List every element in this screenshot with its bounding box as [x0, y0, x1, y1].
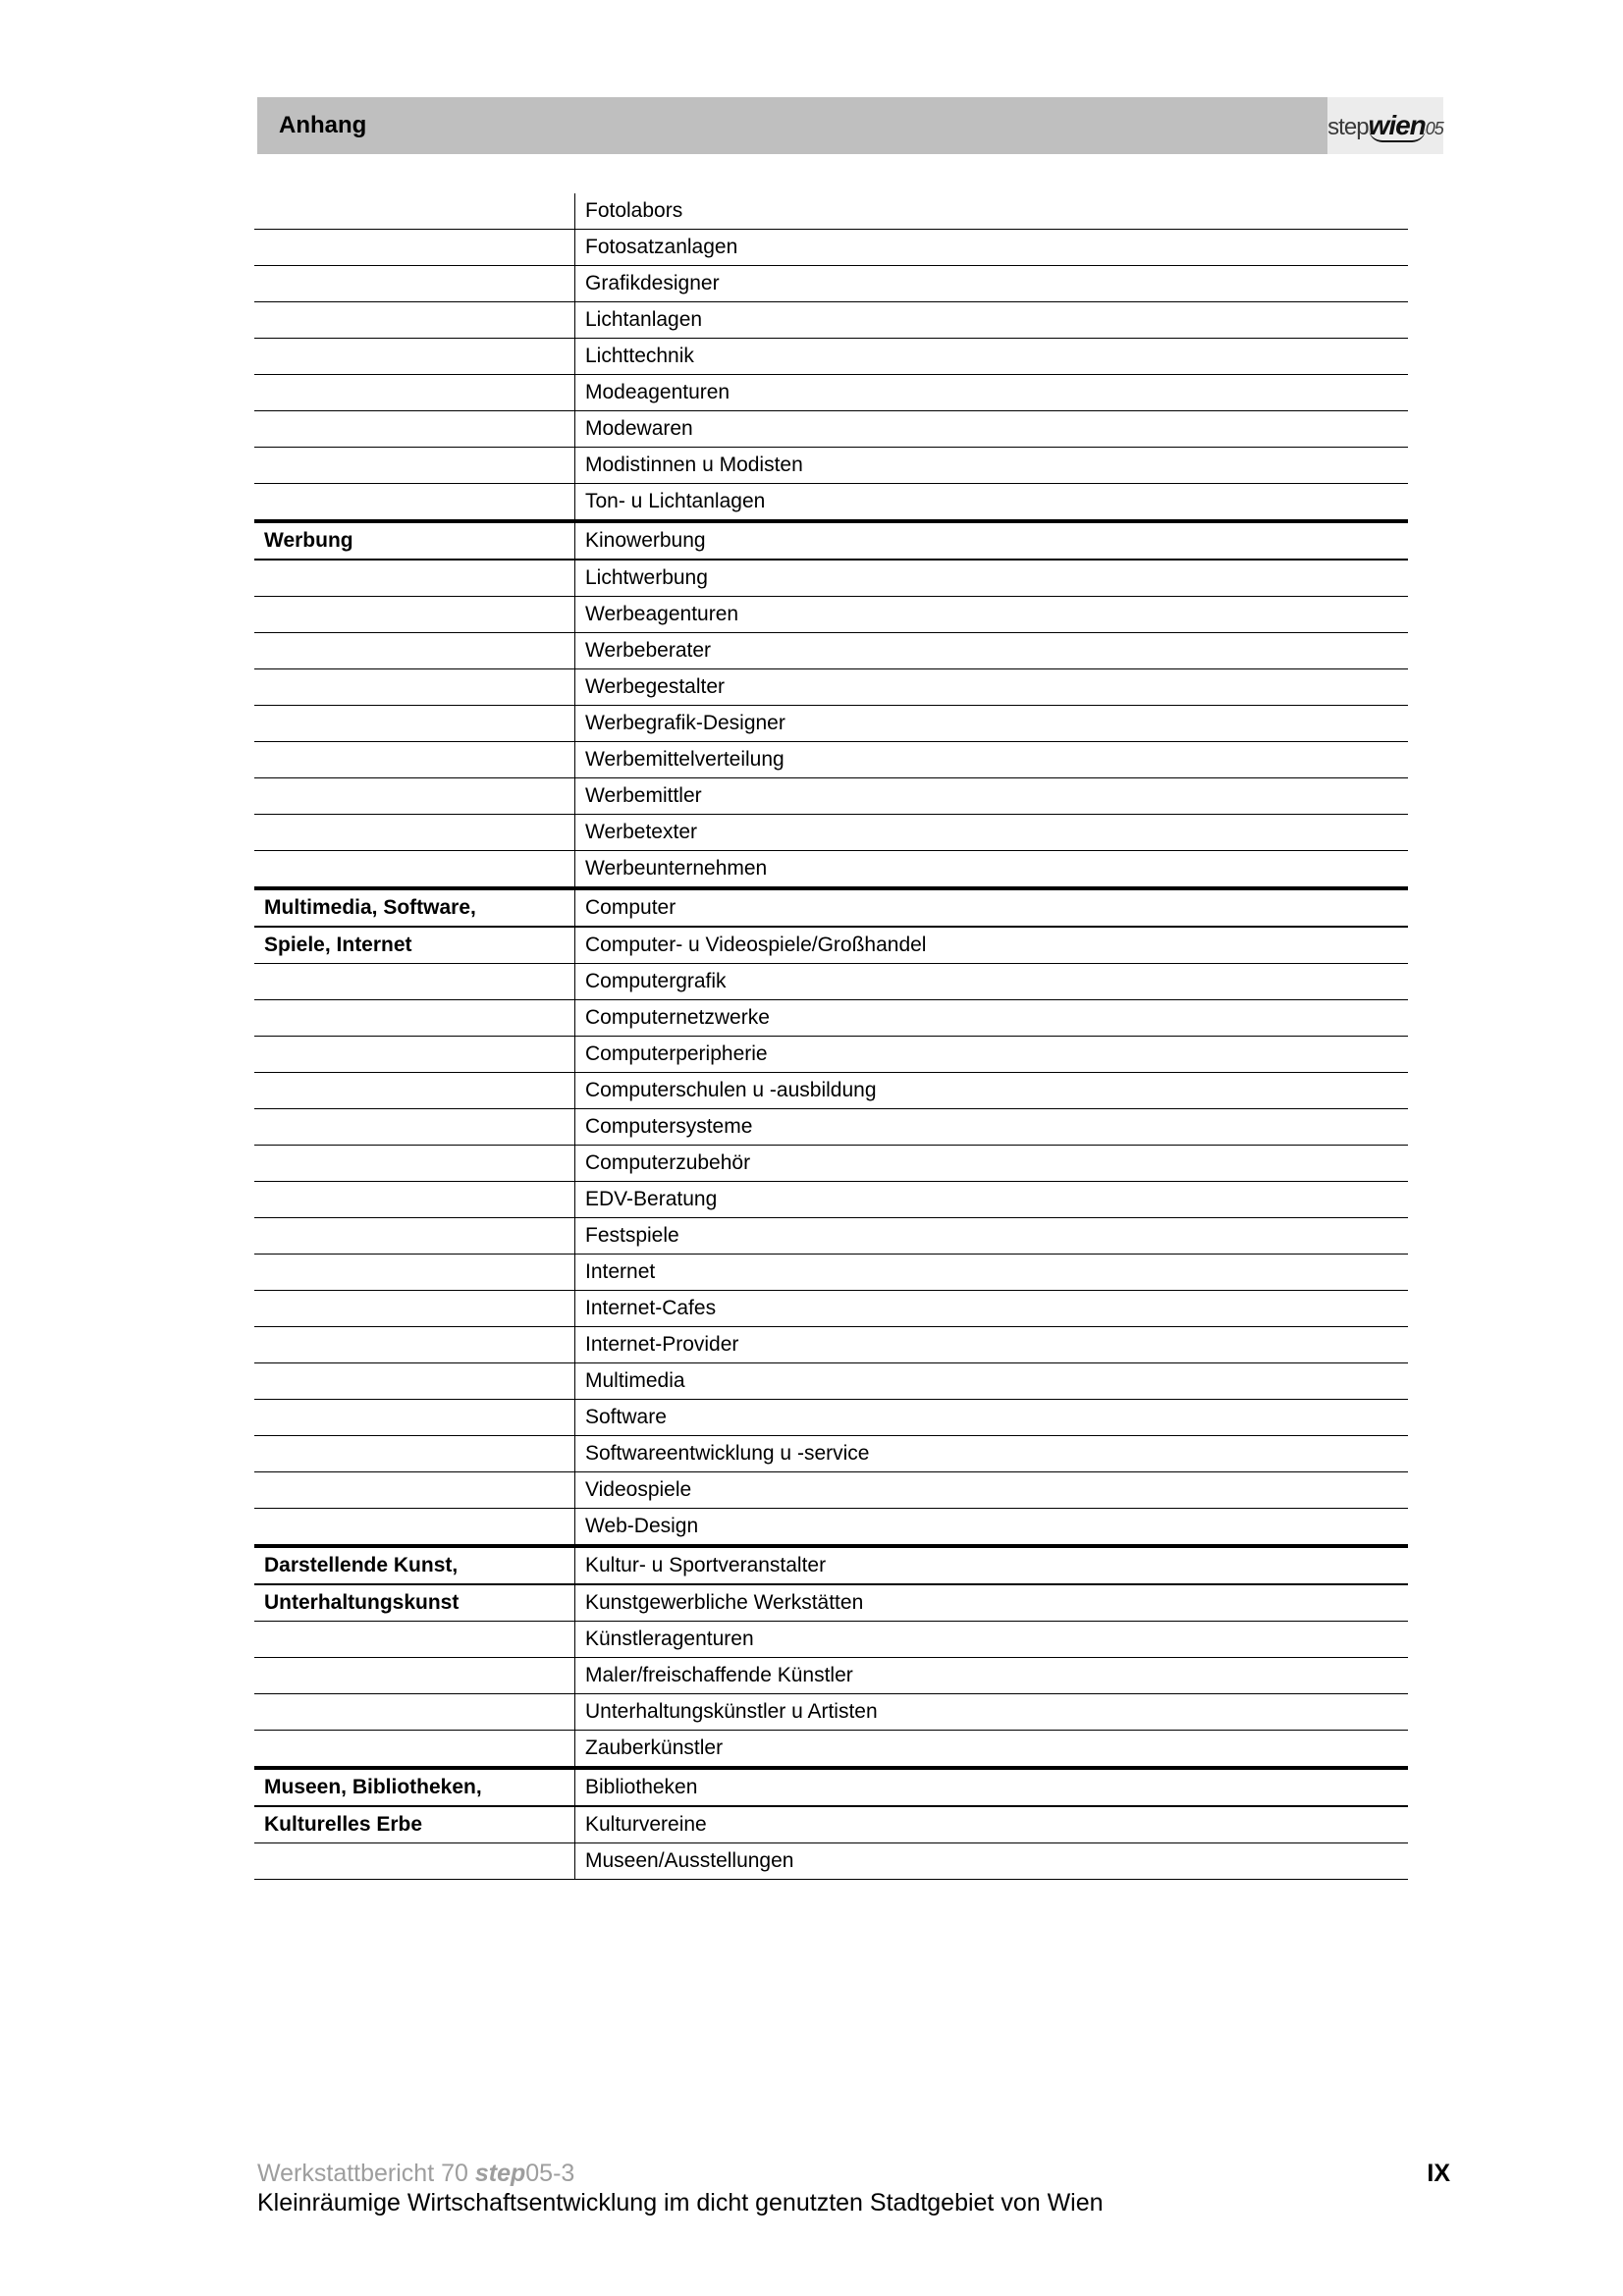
item-cell: Lichttechnik [575, 339, 1409, 375]
table-row [254, 669, 1408, 706]
category-cell [254, 778, 575, 815]
item-cell: Software [575, 1400, 1409, 1436]
item-cell: Computerperipherie [575, 1037, 1409, 1073]
table-row [254, 1584, 1408, 1622]
category-cell [254, 1731, 575, 1769]
table-row [254, 597, 1408, 633]
item-cell: Bibliotheken [575, 1768, 1409, 1806]
category-cell [254, 484, 575, 522]
page-footer [257, 2159, 1450, 2217]
item-cell: Fotosatzanlagen [575, 230, 1409, 266]
table-row [254, 1768, 1408, 1806]
item-cell: Computerschulen u -ausbildung [575, 1073, 1409, 1109]
category-cell [254, 1363, 575, 1400]
table-row [254, 1291, 1408, 1327]
item-cell: Internet [575, 1255, 1409, 1291]
step-wien-logo [1327, 97, 1443, 154]
category-cell [254, 597, 575, 633]
item-cell: Modewaren [575, 411, 1409, 448]
item-cell: Zauberkünstler [575, 1731, 1409, 1769]
table-row [254, 1806, 1408, 1843]
category-cell [254, 1291, 575, 1327]
category-cell [254, 633, 575, 669]
item-cell: Computernetzwerke [575, 1000, 1409, 1037]
item-cell: Werbeagenturen [575, 597, 1409, 633]
item-cell: Videospiele [575, 1472, 1409, 1509]
report-suffix: 05-3 [525, 2160, 575, 2187]
table-row [254, 1146, 1408, 1182]
category-cell [254, 1182, 575, 1218]
table-row [254, 1658, 1408, 1694]
table-row [254, 339, 1408, 375]
table-row [254, 1182, 1408, 1218]
item-cell: Computergrafik [575, 964, 1409, 1000]
report-prefix: Werkstattbericht 70 [257, 2160, 475, 2187]
table-row [254, 230, 1408, 266]
item-cell: Kultur- u Sportveranstalter [575, 1546, 1409, 1584]
table-row [254, 266, 1408, 302]
table-row [254, 1400, 1408, 1436]
item-cell: Grafikdesigner [575, 266, 1409, 302]
item-cell: Internet-Cafes [575, 1291, 1409, 1327]
table-row [254, 1731, 1408, 1769]
table-row [254, 1472, 1408, 1509]
item-cell: Kunstgewerbliche Werkstätten [575, 1584, 1409, 1622]
item-cell: Web-Design [575, 1509, 1409, 1547]
category-cell [254, 669, 575, 706]
category-cell: Kulturelles Erbe [254, 1806, 575, 1843]
category-cell: Multimedia, Software, [254, 888, 575, 927]
table-row [254, 560, 1408, 597]
item-cell: Fotolabors [575, 193, 1409, 230]
category-cell [254, 1509, 575, 1547]
category-cell [254, 302, 575, 339]
table-row [254, 1037, 1408, 1073]
category-cell [254, 1436, 575, 1472]
report-step: step [474, 2160, 526, 2187]
item-cell: Werbemittelverteilung [575, 742, 1409, 778]
category-cell [254, 1255, 575, 1291]
category-cell [254, 375, 575, 411]
category-cell: Unterhaltungskunst [254, 1584, 575, 1622]
page-number: IX [1427, 2160, 1450, 2187]
item-cell: Kulturvereine [575, 1806, 1409, 1843]
item-cell: Werbegrafik-Designer [575, 706, 1409, 742]
item-cell: Werbetexter [575, 815, 1409, 851]
category-cell [254, 266, 575, 302]
table-row [254, 1109, 1408, 1146]
category-cell [254, 815, 575, 851]
category-cell [254, 1694, 575, 1731]
table-row [254, 778, 1408, 815]
table-row [254, 815, 1408, 851]
table-row [254, 448, 1408, 484]
item-cell: Modistinnen u Modisten [575, 448, 1409, 484]
item-cell: Museen/Ausstellungen [575, 1843, 1409, 1880]
item-cell: Kinowerbung [575, 521, 1409, 560]
category-cell [254, 1000, 575, 1037]
category-cell [254, 706, 575, 742]
logo-prefix: step [1327, 114, 1369, 140]
category-cell [254, 1146, 575, 1182]
category-cell [254, 1037, 575, 1073]
category-table-body [254, 193, 1408, 1880]
report-reference [257, 2159, 1450, 2188]
item-cell: Computerzubehör [575, 1146, 1409, 1182]
table-row [254, 1436, 1408, 1472]
logo-suffix: 05 [1425, 119, 1443, 138]
table-row [254, 1843, 1408, 1880]
table-row [254, 927, 1408, 964]
category-cell [254, 1658, 575, 1694]
category-cell [254, 339, 575, 375]
table-row [254, 633, 1408, 669]
category-cell [254, 1109, 575, 1146]
item-cell: Computersysteme [575, 1109, 1409, 1146]
item-cell: Werbegestalter [575, 669, 1409, 706]
category-cell [254, 1472, 575, 1509]
item-cell: Werbemittler [575, 778, 1409, 815]
table-row [254, 484, 1408, 522]
item-cell: Maler/freischaffende Künstler [575, 1658, 1409, 1694]
table-row [254, 1546, 1408, 1584]
table-row [254, 1327, 1408, 1363]
category-cell [254, 1400, 575, 1436]
item-cell: Festspiele [575, 1218, 1409, 1255]
category-cell [254, 851, 575, 889]
table-row [254, 964, 1408, 1000]
item-cell: Lichtanlagen [575, 302, 1409, 339]
category-cell [254, 411, 575, 448]
table-row [254, 375, 1408, 411]
category-cell [254, 1327, 575, 1363]
item-cell: Computer [575, 888, 1409, 927]
category-cell [254, 742, 575, 778]
table-row [254, 888, 1408, 927]
table-row [254, 1073, 1408, 1109]
category-cell: Werbung [254, 521, 575, 560]
category-cell: Museen, Bibliotheken, [254, 1768, 575, 1806]
item-cell: Unterhaltungskünstler u Artisten [575, 1694, 1409, 1731]
section-title: Anhang [279, 112, 367, 138]
item-cell: Modeagenturen [575, 375, 1409, 411]
category-cell: Spiele, Internet [254, 927, 575, 964]
item-cell: Ton- u Lichtanlagen [575, 484, 1409, 522]
item-cell: Künstleragenturen [575, 1622, 1409, 1658]
table-row [254, 1509, 1408, 1547]
category-cell [254, 193, 575, 230]
table-row [254, 1694, 1408, 1731]
category-cell [254, 230, 575, 266]
category-cell [254, 448, 575, 484]
report-subtitle: Kleinräumige Wirtschaftsentwicklung im dicht genutzten Stadtgebiet von Wien [257, 2189, 1104, 2216]
logo-brand: wien [1368, 110, 1426, 140]
category-cell [254, 964, 575, 1000]
table-row [254, 193, 1408, 230]
table-row [254, 1255, 1408, 1291]
item-cell: Softwareentwicklung u -service [575, 1436, 1409, 1472]
category-cell [254, 1843, 575, 1880]
category-table [254, 193, 1408, 1880]
category-cell [254, 560, 575, 597]
item-cell: EDV-Beratung [575, 1182, 1409, 1218]
table-row [254, 742, 1408, 778]
table-row [254, 706, 1408, 742]
table-row [254, 1218, 1408, 1255]
item-cell: Internet-Provider [575, 1327, 1409, 1363]
table-row [254, 1622, 1408, 1658]
item-cell: Werbeberater [575, 633, 1409, 669]
table-row [254, 851, 1408, 889]
category-cell [254, 1622, 575, 1658]
page-header [257, 97, 1443, 154]
item-cell: Multimedia [575, 1363, 1409, 1400]
category-cell: Darstellende Kunst, [254, 1546, 575, 1584]
table-row [254, 302, 1408, 339]
table-row [254, 411, 1408, 448]
table-row [254, 521, 1408, 560]
category-cell [254, 1218, 575, 1255]
table-row [254, 1000, 1408, 1037]
category-cell [254, 1073, 575, 1109]
item-cell: Computer- u Videospiele/Großhandel [575, 927, 1409, 964]
table-row [254, 1363, 1408, 1400]
item-cell: Werbeunternehmen [575, 851, 1409, 889]
item-cell: Lichtwerbung [575, 560, 1409, 597]
